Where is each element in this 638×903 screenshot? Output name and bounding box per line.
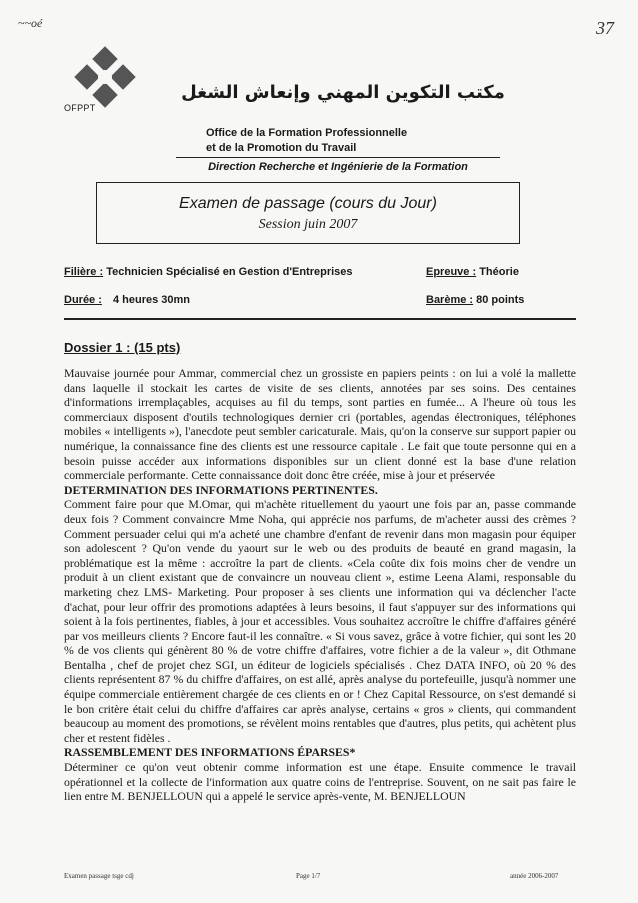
ofppt-logo-icon xyxy=(74,46,136,108)
paragraph-intro: Mauvaise journée pour Ammar, commercial chez un grossiste en papiers peints : on lui a volé la mallette dans laquelle il stockait les cartes de visite de ses clients, annotées par ses soins. Des centaines d'informations irremplaçables, acquises au fil du temps, sont parties en fumée... A l'heure où tous les commerciaux disposent d'outils technologiques dernier cri (portables, agendas électroniques, téléphones mobiles « intelligents »), l'anecdote peut sembler caricaturale. Mais, qu'on la conserve sur support papier ou numérique, la connaissance fine des clients est une ressource capitale . Le fait que toute personne qui en a besoin puisse accéder aux informations disponibles sur un client donné est la base d'une relation commerciale performante. Cette connaissance doit donc être créée, mise à jour et préservée xyxy=(64,366,576,483)
exam-session: Session juin 2007 xyxy=(258,217,358,232)
footer-page: Page 1/7 xyxy=(296,872,321,880)
org-short-name: OFPPT xyxy=(64,103,96,113)
exam-title-box xyxy=(96,182,520,244)
org-line-2: et de la Promotion du Travail xyxy=(206,142,357,154)
section-heading-2: RASSEMBLEMENT DES INFORMATIONS ÉPARSES* xyxy=(64,745,356,760)
handwritten-page-number: 37 xyxy=(596,18,614,38)
bareme-label: Barème : xyxy=(426,294,474,306)
paragraph-determination: Comment faire pour que M.Omar, qui m'achète rituellement du yaourt une fois par an, passe commande deux fois ? Comment convaincre Mme Noha, qui apprécie nos parfums, de m'acheter aussi des crèmes ? Comment persuader celui qui m'a acheté une chambre d'enfant de revenir dans mon magasin pour équiper son adolescent ? Qu'on vende du yaourt sur le web ou des produits de beauté en grand magasin, la problématique est la même : accroître la part de clients. «Cela coûte dix fois moins cher de vendre un produit à un client existant que de convaincre un nouveau client », estime Leena Alami, responsable du marketing chez LMS- Marketing. Pour proposer à ses clients une information qui va déclencher l'acte d'achat, pour leur offrir des promotions adaptées à leurs besoins, il faut s'appuyer sur des informations qui soient à la fois pertinentes, fiables, à jour et accessibles. Vous souhaitez accroître le chiffre d'affaires généré par vos meilleurs clients ? Encore faut-il les connaître. « Si vous savez, grâce à votre fichier, qui sont les 20 % de vos clients qui génèrent 80 % de votre chiffre d'affaires, votre fichier a de la valeur », dit Othmane Bentalha , chef de projet chez SGI, un éditeur de logiciels spécialisés . Chez DATA INFO, où 20 % des clients représentent 87 % du chiffre d'affaires, on est allé, après analyse du portefeuille, jusqu'à nommer une équipe commerciale entièrement chargée de ces clients en or ! Chez Capital Ressource, on s'est demandé si le bon critère était celui du chiffre d'affaires car après analyse, certains « gros » clients, qui commandent beaucoup au moment des promotions, se révèlent moins rentables que d'autres, plus petits, qui achètent plus cher et restent fidèles . xyxy=(64,497,576,745)
epreuve-label: Epreuve : xyxy=(426,266,477,278)
duree-value: 4 heures 30mn xyxy=(112,294,191,306)
bareme-row xyxy=(426,294,524,306)
paragraph-rassemblement: Déterminer ce qu'on veut obtenir comme information est une étape. Ensuite commence le travail opérationnel et la collecte de l'information aux quatre coins de l'entreprise. Souvent, on ne sait pas faire le lien entre M. BENJELLOUN qui a appelé le service après-vente, M. BENJELLOUN xyxy=(64,760,576,804)
duree-row xyxy=(64,294,190,306)
footer-left: Examen passage tsge cdj xyxy=(64,872,134,880)
org-line-1: Office de la Formation Professionnelle xyxy=(206,127,408,139)
document-body xyxy=(64,366,576,804)
org-name-arabic: مكتب التكوين المهني وإنعاش الشغل xyxy=(181,82,505,103)
margin-scribble: ~~oé xyxy=(18,16,43,30)
exam-title: Examen de passage (cours du Jour) xyxy=(179,195,437,212)
epreuve-value: Théorie xyxy=(479,266,519,278)
epreuve-row xyxy=(426,266,519,278)
divider xyxy=(64,318,576,320)
duree-label: Durée : xyxy=(64,294,102,306)
section-heading-1: DETERMINATION DES INFORMATIONS PERTINENTES. xyxy=(64,482,378,497)
direction-title: Direction Recherche et Ingénierie de la Formation xyxy=(176,157,500,173)
filiere-row xyxy=(64,266,353,278)
filiere-label: Filière : xyxy=(64,266,104,278)
footer-year: année 2006-2007 xyxy=(510,872,559,880)
dossier-title: Dossier 1 : (15 pts) xyxy=(64,340,181,355)
bareme-value: 80 points xyxy=(476,294,525,306)
filiere-value: Technicien Spécialisé en Gestion d'Entreprises xyxy=(106,266,353,278)
org-name-french xyxy=(206,126,407,156)
